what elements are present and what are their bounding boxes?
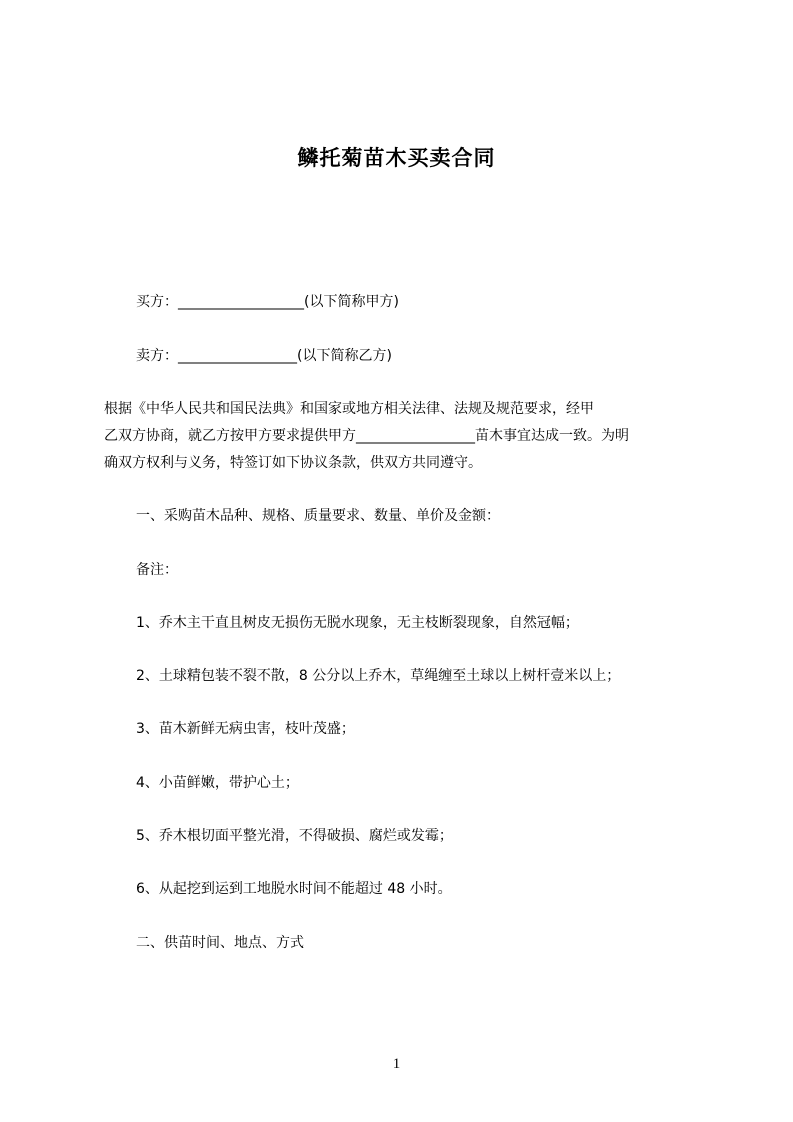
intro-line: 乙双方协商，就乙方按甲方要求提供甲方_________________苗木事宜达成一致。为明 [104, 428, 629, 444]
section-heading-2: 二、供苗时间、地点、方式 [136, 935, 304, 951]
intro-line: 确双方权利与义务，特签订如下协议条款，供双方共同遵守。 [104, 455, 482, 471]
document-title: 鳞托菊苗木买卖合同 [297, 146, 496, 170]
page-number: 1 [392, 1056, 401, 1072]
intro-paragraph [104, 396, 704, 477]
section-heading-1: 一、采购苗木品种、规格、质量要求、数量、单价及金额： [136, 508, 500, 524]
intro-line: 根据《中华人民共和国民法典》和国家或地方相关法律、法规及规范要求，经甲 [104, 401, 594, 417]
notes-label: 备注： [136, 562, 178, 578]
note-item: 5、乔木根切面平整光滑，不得破损、腐烂或发霉； [136, 828, 453, 844]
seller-line: 卖方：_________________(以下简称乙方) [136, 348, 392, 364]
note-item: 6、从起挖到运到工地脱水时间不能超过 48 小时。 [136, 881, 452, 897]
note-item: 3、苗木新鲜无病虫害，枝叶茂盛； [136, 721, 355, 737]
buyer-line: 买方：__________________(以下简称甲方) [136, 294, 399, 310]
note-item: 4、小苗鲜嫩，带护心土； [136, 775, 299, 791]
note-item: 2、土球精包装不裂不散，8 公分以上乔木，草绳缠至土球以上树杆壹米以上； [136, 668, 621, 684]
note-item: 1、乔木主干直且树皮无损伤无脱水现象，无主枝断裂现象，自然冠幅； [136, 615, 579, 631]
